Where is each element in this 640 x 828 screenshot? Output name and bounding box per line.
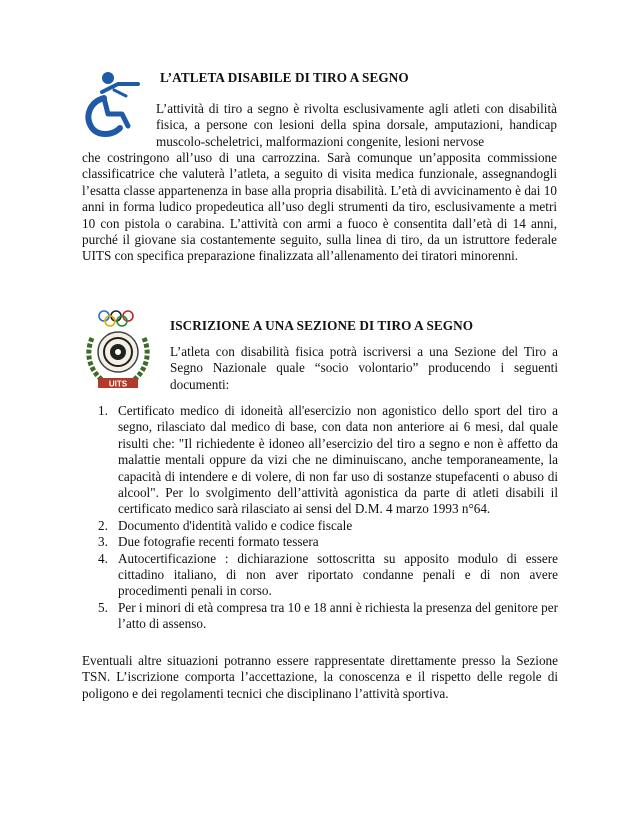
list-item-text: Documento d'identità valido e codice fiscale: [118, 517, 353, 533]
list-item-text: Certificato medico di idoneità all'esercizio non agonistico dello sport del tiro a segno, rilasciato dal medico di base, con data non anteriore ai 6 mesi, dal quale risulti che: "Il richiedente è idoneo all’esercizio del tiro a segno e non è affetto da malattie mentali oppure da vizi che ne diminuiscano, anche temporaneamente, la capacità di intendere e di volere, di non far uso di sostanze stupefacenti o abuso di alcool". Per lo svolgimento dell’attività agonistica da parte di atleti disabili il certificato medico sarà rilasciato ai sensi del D.M. 4 marzo 1993 n°64.: [118, 403, 558, 517]
list-item-number: 1.: [98, 403, 108, 418]
wheelchair-shooter-icon: [78, 68, 142, 138]
list-item: [98, 518, 558, 534]
list-item-text: Per i minori di età compresa tra 10 e 18 anni è richiesta la presenza del genitore per l’atto di assenso.: [118, 599, 558, 632]
list-item: [98, 600, 558, 633]
uits-emblem-icon: [84, 308, 152, 396]
list-item: [98, 551, 558, 600]
list-item: [98, 534, 558, 550]
list-item-number: 4.: [98, 550, 108, 566]
paragraph-closing: Eventuali altre situazioni potranno essere rappresentate direttamente presso la Sezione TSN. L’iscrizione comporta l’accettazione, la conoscenza e il rispetto delle regole di poligono e dei regolamenti tecnici che disciplinano l’attività sportiva.: [82, 653, 558, 701]
paragraph-intro-full: che costringono all’uso di una carrozzina. Sarà comunque un’apposita commissione classificatrice che valuterà l’atleta, a seguito di visita medica funzionale, assegnandogli l’esatta classe appartenenza in base alla propria disabilità. L’età di avvicinamento è dai 10 anni in forma ludico propedeutica all’uso degli strumenti da tiro, esclusivamente a metri 10 con pistola o carabina. L’attività con armi a fuoco è consentita dall’età di 14 anni, purché il giovane sia costantemente seguito, sulla linea di tiro, da un istruttore federale UITS con specifica preparazione finalizzata all’allenamento dei tiratori minorenni.: [82, 150, 557, 264]
required-documents-list: [98, 403, 558, 633]
list-item: [98, 403, 558, 518]
paragraph-registration-intro: L’atleta con disabilità fisica potrà iscriversi a una Sezione del Tiro a Segno Nazionale quale “socio volontario” producendo i seguenti documenti:: [170, 344, 558, 392]
uits-emblem-label: UITS: [108, 379, 128, 389]
list-item-text: Due fotografie recenti formato tessera: [118, 534, 319, 550]
section-title-registration: ISCRIZIONE A UNA SEZIONE DI TIRO A SEGNO: [170, 318, 474, 333]
list-item-number: 5.: [98, 599, 108, 615]
section-title-disabled-athlete: L’ATLETA DISABILE DI TIRO A SEGNO: [160, 70, 409, 85]
list-item-number: 3.: [98, 534, 108, 550]
paragraph-intro-indented: L’attività di tiro a segno è rivolta esclusivamente agli atleti con disabilità fisica, a persone con lesioni della spina dorsale, amputazioni, handicap muscolo-scheletrici, malformazioni congenite, lesioni nervose: [156, 101, 557, 149]
list-item-text: Autocertificazione : dichiarazione sottoscritta su apposito modulo di essere cittadino italiano, di non aver riportato condanne penali e di non avere procedimenti penali in corso.: [118, 550, 558, 599]
list-item-number: 2.: [98, 517, 108, 533]
